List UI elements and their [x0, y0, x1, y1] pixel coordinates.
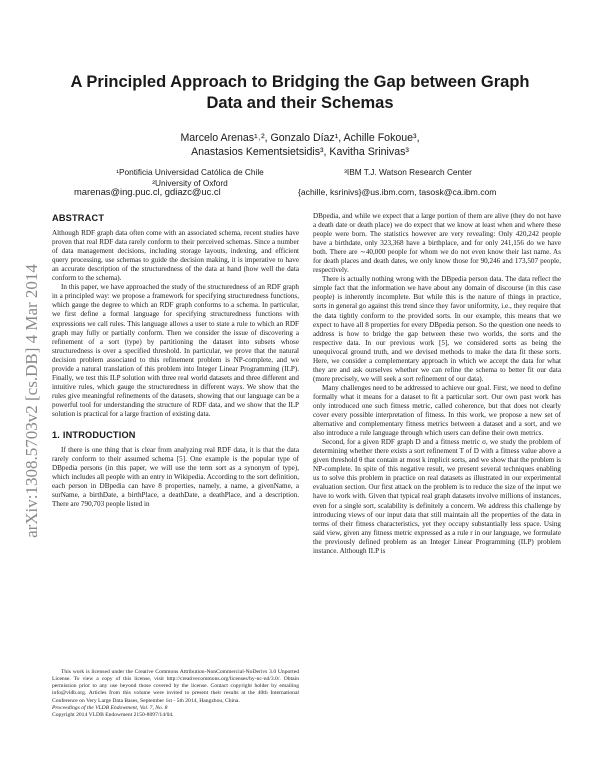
intro-paragraph-1: If there is one thing that is clear from analyzing real RDF data, it is that the data rarely conform to their assumed schema [5]. One example is the popular type of DBpedia persons (in this paper, we will use the term sort as a synonym of type), which includes all people with an entry in Wikipedia. According to the sort definition, each person in DBpedia can have 8 properties, namely, a name, a givenName, a surName, a birthDate, a birthPlace, a deathDate, a deathPlace, and a description. There are 790,703 people listed in — [52, 446, 299, 509]
right-paragraph-3: Many challenges need to be addressed to achieve our goal. First, we need to define formally what it means for a dataset to fit a particular sort. Our own past work has only introduced one such fitness metric, called coherence, but that does not clearly cover every possible interpretation of fitness. In this work, we propose a new set of alternative and complementary fitness metrics between a dataset and a sort, and we also introduce a rule language through which users can define their own metrics. — [313, 383, 561, 438]
right-paragraph-1: DBpedia, and while we expect that a large portion of them are alive (they do not have a death date or death place) we do expect that we know at least when and where these people were born. The statistics however are very revealing: Only 420,242 people have a birthdate, only 323,368 have a birthplace, and for only 241,156 do we have both. There are ∼40,000 people for whom we do not even know their last name. As for death places and death dates, we only know those for 90,246 and 173,507 people, respectively. — [313, 212, 561, 275]
footnote-license: This work is licensed under the Creative Commons Attribution-NonCommercial-NoDerivs 3.0 Unported License. To view a copy of this license, visit http://creativecommons.org/licenses/by-nc-nd/3.0/. Obtain permission prior to any use beyond those covered by the license. Contact copyright holder by emailing info@vldb.org. Articles from this volume were invited to present their results at the 40th International Conference on Very Large Data Bases, September 1st - 5th 2014, Hangzhou, China. — [52, 669, 299, 704]
authors-line-2: Anastasios Kementsietsidis³, Kavitha Srinivas³ — [191, 146, 409, 158]
paper-title: A Principled Approach to Bridging the Gap between Graph Data and their Schemas — [70, 73, 530, 112]
right-paragraph-4: Second, for a given RDF graph D and a fitness metric σ, we study the problem of determining whether there exists a sort refinement T of D with a fitness value above a given threshold θ that contain at most k implicit sorts, and we show that the problem is NP-complete. In spite of this negative result, we present several techniques enabling us to solve this problem in practice on real datasets as illustrated in our experimental evaluation section. Our first attack on the problem is to reduce the size of the input we have to work with. Given that typical real graph datasets involve millions of instances, even for a single sort, scalability is definitely a concern. We address this challenge by introducing views of our input data that still maintain all the properties of the data in terms of their fitness characteristics, yet they occupy substantially less space. Using said view, given any fitness metric expressed as a rule r in our language, we formulate the previously defined problem as an Integer Linear Programming (ILP) problem instance. Although ILP is — [313, 438, 561, 555]
abstract-paragraph-2: In this paper, we have approached the study of the structuredness of an RDF graph in a principled way: we propose a framework for specifying structuredness functions, which gauge the degree to which an RDF graph conforms to a schema. In particular, we first define a formal language for specifying structuredness functions with expressions we call rules. This language allows a user to state a rule to which an RDF graph may fully or partially conform. Then we consider the issue of discovering a refinement of a sort (type) by partitioning the dataset into subsets whose structuredness is over a specified threshold. In particular, we prove that the natural decision problem associated to this refinement problem is NP-complete, and we provide a natural translation of this problem into Integer Linear Programming (ILP). Finally, we test this ILP solution with three real world datasets and three different and intuitive rules, which gauge the structuredness in different ways. We show that the rules give meaningful refinements of the datasets, showing that our language can be a powerful tool for understanding the structure of RDF data, and we show that the ILP solution is practical for a large fraction of existing data. — [52, 283, 299, 418]
copyright-footnote — [52, 669, 299, 719]
author-block — [100, 131, 500, 159]
abstract-paragraph-1: Although RDF graph data often come with an associated schema, recent studies have proven that real RDF data rarely conform to their perceived schemas. Since a number of data management decisions, including storage layouts, indexing, and efficient query processing, use schemas to guide the decision making, it is imperative to have an accurate description of the structuredness of the data at hand (how well the data conform to the schema). — [52, 229, 299, 283]
email-left: marenas@ing.puc.cl, gdiazc@uc.cl — [74, 186, 221, 197]
right-column — [313, 212, 561, 556]
authors-line-1: Marcelo Arenas¹˒², Gonzalo Díaz¹, Achille Fokoue³, — [180, 132, 420, 144]
introduction-heading: 1. INTRODUCTION — [52, 430, 136, 441]
affiliation-3: ³IBM T.J. Watson Research Center — [344, 167, 472, 177]
affiliations-right — [318, 167, 498, 178]
affiliation-1: ¹Pontificia Universidad Católica de Chile — [116, 167, 264, 177]
abstract-heading: ABSTRACT — [52, 213, 105, 223]
arxiv-stamp-text: arXiv:1308.5703v2 [cs.DB] 4 Mar 2014 — [22, 264, 41, 538]
affiliations-left — [70, 167, 310, 188]
left-column — [52, 212, 299, 509]
affiliation-2: ²University of Oxford — [152, 177, 228, 188]
footnote-copyright: Copyright 2014 VLDB Endowment 2150-8097/14/04. — [52, 711, 174, 718]
right-paragraph-2: There is actually nothing wrong with the DBpedia person data. The data reflect the simple fact that the information we have about any domain of discourse (in this case people) is inherently incomplete. But while this is the nature of things in practice, sorts in general go against this trend since they favor uniformity, i.e., they require that the data tightly conform to the provided sorts. In our example, this means that we expect to have all 8 properties for every DBpedia person. So the question one needs to address is how to bridge the gap between these two worlds, the sorts and the respective data. In our previous work [5], we considered sorts as being the unequivocal ground truth, and we devised methods to make the data fit these sorts. Here, we consider a complementary approach in which we accept the data for what they are and ask ourselves whether we can refine the schema to better fit our data (more precisely, we will seek a sort refinement of our data). — [313, 275, 561, 383]
email-right: {achille, ksrinivs}@us.ibm.com, tasosk@ca.ibm.com — [298, 187, 497, 197]
arxiv-stamp — [20, 216, 44, 586]
footnote-proceedings — [52, 705, 299, 712]
footnote-proceedings-text: Proceedings of the VLDB Endowment, Vol. 7, No. 8 — [52, 704, 168, 711]
